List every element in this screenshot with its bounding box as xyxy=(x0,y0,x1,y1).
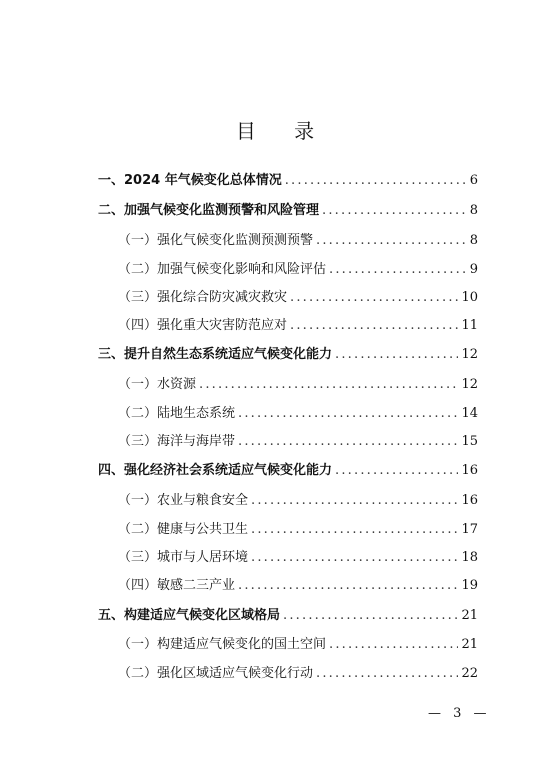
toc-entry-page: 16 xyxy=(461,463,478,478)
toc-entry-text: 五、构建适应气候变化区域格局 xyxy=(98,608,281,623)
toc-entry-section-1[interactable] xyxy=(98,172,478,190)
toc-entry-2-4[interactable] xyxy=(118,317,478,335)
toc-title: 目 录 xyxy=(235,119,331,143)
toc-entry-4-1[interactable] xyxy=(118,492,478,510)
toc-entry-page: 21 xyxy=(461,608,478,623)
toc-entry-page: 17 xyxy=(461,522,478,537)
leader-dots xyxy=(316,665,458,683)
toc-entry-4-3[interactable] xyxy=(118,549,478,567)
toc-entry-4-2[interactable] xyxy=(118,521,478,539)
leader-dots xyxy=(238,433,458,451)
toc-entry-text: 四、强化经济社会系统适应气候变化能力 xyxy=(98,463,333,478)
toc-entry-text: （一）农业与粮食安全 xyxy=(118,493,249,508)
leader-dots xyxy=(238,405,458,423)
toc-entry-page: 9 xyxy=(469,262,478,277)
leader-dots xyxy=(199,376,458,394)
leader-dots xyxy=(251,549,458,567)
toc-entry-5-1[interactable] xyxy=(118,636,478,654)
toc-entry-page: 8 xyxy=(469,233,478,248)
toc-entry-text: （一）水资源 xyxy=(118,377,197,392)
toc-entry-text: 二、加强气候变化监测预警和风险管理 xyxy=(98,203,320,218)
leader-dots xyxy=(290,289,458,307)
toc-entry-page: 16 xyxy=(461,493,478,508)
leader-dots xyxy=(290,317,458,335)
toc-entry-section-2[interactable] xyxy=(98,202,478,220)
toc-entry-page: 12 xyxy=(461,347,478,362)
toc-entry-3-2[interactable] xyxy=(118,405,478,423)
toc-entry-page: 8 xyxy=(469,203,478,218)
toc-entry-text: （三）强化综合防灾减灾救灾 xyxy=(118,290,288,305)
toc-entry-page: 22 xyxy=(461,666,478,681)
leader-dots xyxy=(329,636,458,654)
toc-entry-text: （四）敏感二三产业 xyxy=(118,578,236,593)
toc-entry-section-3[interactable] xyxy=(98,346,478,364)
leader-dots xyxy=(329,261,467,279)
toc-entry-text: （一）构建适应气候变化的国土空间 xyxy=(118,637,327,652)
leader-dots xyxy=(283,607,458,625)
toc-entry-text: 一、2024 年气候变化总体情况 xyxy=(98,173,282,188)
toc-entry-4-4[interactable] xyxy=(118,577,478,595)
leader-dots xyxy=(322,202,467,220)
toc-entry-page: 6 xyxy=(469,173,478,188)
toc-entry-section-4[interactable] xyxy=(98,462,478,480)
toc-entry-page: 11 xyxy=(461,318,478,333)
toc-entry-text: （二）陆地生态系统 xyxy=(118,406,236,421)
toc-entry-section-5[interactable] xyxy=(98,607,478,625)
toc-entry-page: 15 xyxy=(461,434,478,449)
toc-entry-page: 14 xyxy=(461,406,478,421)
toc-entry-text: （一）强化气候变化监测预测预警 xyxy=(118,233,314,248)
toc-entry-page: 10 xyxy=(461,290,478,305)
toc-entry-text: （二）加强气候变化影响和风险评估 xyxy=(118,262,327,277)
toc-entry-page: 12 xyxy=(461,377,478,392)
page-number: — 3 — xyxy=(428,706,491,721)
leader-dots xyxy=(316,232,467,250)
leader-dots xyxy=(285,172,467,190)
leader-dots xyxy=(238,577,458,595)
toc-entry-text: （二）健康与公共卫生 xyxy=(118,522,249,537)
toc-entry-text: （三）海洋与海岸带 xyxy=(118,434,236,449)
toc-entry-3-3[interactable] xyxy=(118,433,478,451)
toc-entry-2-1[interactable] xyxy=(118,232,478,250)
toc-entry-page: 19 xyxy=(461,578,478,593)
toc-entry-5-2[interactable] xyxy=(118,665,478,683)
toc-entry-text: （三）城市与人居环境 xyxy=(118,550,249,565)
leader-dots xyxy=(251,492,458,510)
toc-entry-2-3[interactable] xyxy=(118,289,478,307)
toc-entry-text: （四）强化重大灾害防范应对 xyxy=(118,318,288,333)
toc-entry-3-1[interactable] xyxy=(118,376,478,394)
leader-dots xyxy=(335,462,458,480)
toc-entry-page: 18 xyxy=(461,550,478,565)
toc-entry-page: 21 xyxy=(461,637,478,652)
toc-entry-text: 三、提升自然生态系统适应气候变化能力 xyxy=(98,347,333,362)
toc-entry-text: （二）强化区域适应气候变化行动 xyxy=(118,666,314,681)
leader-dots xyxy=(251,521,458,539)
toc-entry-2-2[interactable] xyxy=(118,261,478,279)
leader-dots xyxy=(335,346,458,364)
